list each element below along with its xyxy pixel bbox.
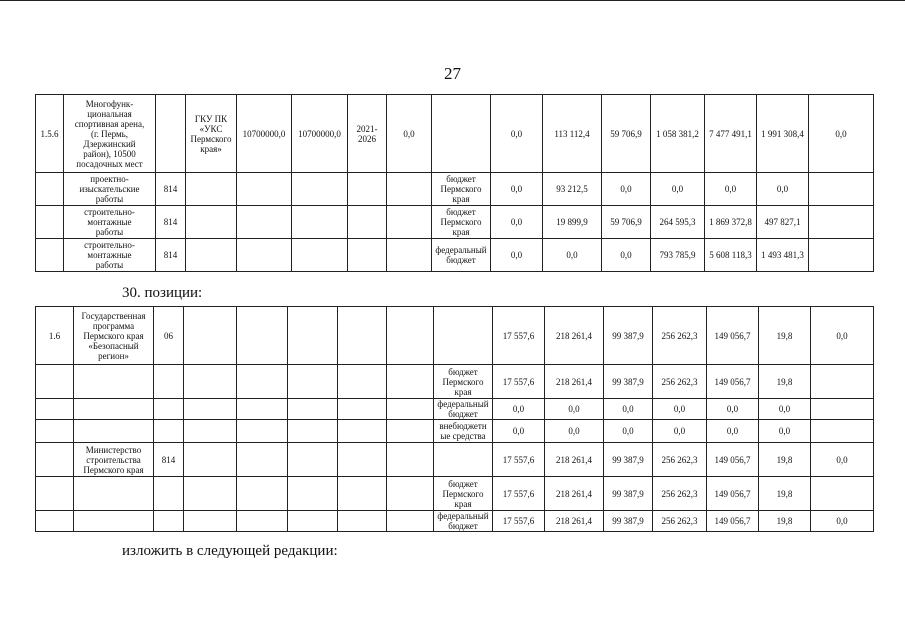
table-cell: 0,0 <box>811 307 874 365</box>
table-cell: 19,8 <box>759 443 811 477</box>
table-cell: 17 557,6 <box>493 307 545 365</box>
table-row <box>36 420 874 443</box>
table-cell: 10700000,0 <box>237 95 292 173</box>
table-cell: 0,0 <box>757 173 809 206</box>
table-cell: 0,0 <box>387 95 432 173</box>
table-cell <box>74 511 154 532</box>
table-cell: 1.6 <box>36 307 74 365</box>
table-cell: 1.5.6 <box>36 95 64 173</box>
table-cell: 113 112,4 <box>543 95 602 173</box>
table-cell: 1 058 381,2 <box>651 95 705 173</box>
table-cell <box>338 420 387 443</box>
table-cell: 814 <box>156 173 186 206</box>
table-cell <box>387 239 432 272</box>
table-cell <box>184 443 237 477</box>
table-cell: 218 261,4 <box>545 365 604 399</box>
table-cell: 99 387,9 <box>604 365 653 399</box>
table-cell: 0,0 <box>705 173 757 206</box>
table-cell: 7 477 491,1 <box>705 95 757 173</box>
table-cell: 149 056,7 <box>707 477 759 511</box>
table-row <box>36 365 874 399</box>
table-cell: 10700000,0 <box>292 95 348 173</box>
table-cell <box>237 443 288 477</box>
table-cell <box>237 420 288 443</box>
table-cell <box>237 206 292 239</box>
table-row <box>36 399 874 420</box>
table-cell <box>809 239 874 272</box>
table-cell <box>338 399 387 420</box>
table-cell <box>387 399 434 420</box>
table-cell <box>237 399 288 420</box>
table-cell: федеральный бюджет <box>434 399 493 420</box>
table-cell: 0,0 <box>491 239 543 272</box>
table-cell <box>36 206 64 239</box>
table-cell: 218 261,4 <box>545 443 604 477</box>
section-heading: 30. позиции: <box>122 285 203 301</box>
table-cell: 2021- 2026 <box>348 95 387 173</box>
table-cell <box>154 399 184 420</box>
table-cell: внебюджетн ые средства <box>434 420 493 443</box>
table-cell: 93 212,5 <box>543 173 602 206</box>
table-cell: 0,0 <box>809 95 874 173</box>
table-cell <box>154 477 184 511</box>
table-cell <box>348 239 387 272</box>
table-cell: 0,0 <box>651 173 705 206</box>
table-cell <box>36 399 74 420</box>
table-cell <box>154 420 184 443</box>
table-cell: 99 387,9 <box>604 443 653 477</box>
table-cell: 218 261,4 <box>545 511 604 532</box>
table-cell: бюджет Пермского края <box>434 365 493 399</box>
table-cell: 06 <box>154 307 184 365</box>
table-cell: 0,0 <box>653 420 707 443</box>
table-cell: 19,8 <box>759 477 811 511</box>
table-cell: 256 262,3 <box>653 365 707 399</box>
table-cell: 99 387,9 <box>604 477 653 511</box>
table-cell: проектно- изыскательские работы <box>64 173 156 206</box>
table-cell <box>387 443 434 477</box>
table-cell <box>338 477 387 511</box>
table-cell <box>288 511 338 532</box>
table-cell: 0,0 <box>653 399 707 420</box>
program-table-1-6 <box>35 306 874 532</box>
table-cell <box>184 511 237 532</box>
table-cell: 0,0 <box>491 206 543 239</box>
table-cell: федеральный бюджет <box>434 511 493 532</box>
table-cell: 59 706,9 <box>602 206 651 239</box>
table-cell: 0,0 <box>493 420 545 443</box>
table-cell <box>237 365 288 399</box>
table-cell <box>809 206 874 239</box>
table-cell <box>184 399 237 420</box>
table-cell: 149 056,7 <box>707 443 759 477</box>
table-cell: 256 262,3 <box>653 477 707 511</box>
table-cell: бюджет Пермского края <box>432 173 491 206</box>
table-cell: 0,0 <box>759 420 811 443</box>
table-row <box>36 173 874 206</box>
table-cell: бюджет Пермского края <box>432 206 491 239</box>
table-cell: Государственная программа Пермского края «Безопасный регион» <box>74 307 154 365</box>
table-cell <box>387 365 434 399</box>
table-cell: 17 557,6 <box>493 443 545 477</box>
table-cell: 218 261,4 <box>545 307 604 365</box>
table-cell: строительно- монтажные работы <box>64 239 156 272</box>
table-cell: строительно- монтажные работы <box>64 206 156 239</box>
table-row <box>36 443 874 477</box>
table-cell: 814 <box>154 443 184 477</box>
table-cell <box>387 477 434 511</box>
table-cell <box>292 239 348 272</box>
table-cell <box>154 365 184 399</box>
table-cell <box>36 443 74 477</box>
table-cell: 19,8 <box>759 365 811 399</box>
table-cell <box>36 477 74 511</box>
table-cell <box>74 399 154 420</box>
table-cell <box>338 365 387 399</box>
table-cell <box>338 307 387 365</box>
table-cell <box>434 307 493 365</box>
table-cell: 0,0 <box>604 399 653 420</box>
footer-instruction: изложить в следующей редакции: <box>122 543 338 559</box>
table-cell: 59 706,9 <box>602 95 651 173</box>
table-cell <box>387 511 434 532</box>
table-cell <box>36 511 74 532</box>
table-cell <box>288 443 338 477</box>
table-cell: 1 493 481,3 <box>757 239 809 272</box>
table-cell <box>36 239 64 272</box>
page-top-border <box>0 0 905 1</box>
table-cell: 99 387,9 <box>604 307 653 365</box>
table-cell: 256 262,3 <box>653 511 707 532</box>
table-cell <box>432 95 491 173</box>
table-cell <box>186 239 237 272</box>
table-cell <box>811 365 874 399</box>
table-cell: 0,0 <box>491 95 543 173</box>
table-cell: 19,8 <box>759 307 811 365</box>
table-row <box>36 239 874 272</box>
table-cell: 0,0 <box>545 420 604 443</box>
table-row <box>36 307 874 365</box>
table-cell: 0,0 <box>543 239 602 272</box>
table-cell <box>292 206 348 239</box>
table-cell <box>74 365 154 399</box>
table-cell <box>237 173 292 206</box>
table-cell: 0,0 <box>491 173 543 206</box>
page-number: 27 <box>444 64 461 83</box>
table-cell <box>348 173 387 206</box>
table-cell <box>811 399 874 420</box>
table-cell: Министерство строительства Пермского края <box>74 443 154 477</box>
table-cell <box>74 477 154 511</box>
table-cell: 0,0 <box>811 443 874 477</box>
table-cell: 149 056,7 <box>707 511 759 532</box>
table-cell <box>434 443 493 477</box>
table-cell: 19,8 <box>759 511 811 532</box>
program-table-1-5-6 <box>35 94 874 272</box>
table-cell: 218 261,4 <box>545 477 604 511</box>
table-cell <box>338 443 387 477</box>
table-cell: бюджет Пермского края <box>434 477 493 511</box>
table-cell <box>288 365 338 399</box>
table-cell <box>237 239 292 272</box>
table-cell <box>292 173 348 206</box>
table-cell <box>237 307 288 365</box>
table-cell: 0,0 <box>545 399 604 420</box>
table-cell <box>184 477 237 511</box>
table-cell: 814 <box>156 206 186 239</box>
table-cell <box>154 511 184 532</box>
table-cell <box>288 420 338 443</box>
table-cell <box>348 206 387 239</box>
table-cell <box>184 307 237 365</box>
table-cell: 264 595,3 <box>651 206 705 239</box>
table-cell: 0,0 <box>811 511 874 532</box>
table-cell: 256 262,3 <box>653 307 707 365</box>
table-cell <box>288 477 338 511</box>
table-cell <box>36 420 74 443</box>
table-cell: 17 557,6 <box>493 511 545 532</box>
table-cell <box>186 206 237 239</box>
table-cell <box>338 511 387 532</box>
table-cell: 0,0 <box>707 420 759 443</box>
table-cell: 256 262,3 <box>653 443 707 477</box>
table-cell <box>36 173 64 206</box>
table-cell: 149 056,7 <box>707 365 759 399</box>
table-cell <box>288 399 338 420</box>
table-row <box>36 477 874 511</box>
table-cell: 0,0 <box>602 173 651 206</box>
table-cell <box>74 420 154 443</box>
table-cell: 1 869 372,8 <box>705 206 757 239</box>
table-cell: 814 <box>156 239 186 272</box>
table-cell: 17 557,6 <box>493 365 545 399</box>
table-cell <box>237 511 288 532</box>
table-cell: 17 557,6 <box>493 477 545 511</box>
table-cell: 19 899,9 <box>543 206 602 239</box>
table-cell: 497 827,1 <box>757 206 809 239</box>
table-cell: Многофунк- циональная спортивная арена, (г. Пермь, Дзержинский район), 10500 посадочных мест <box>64 95 156 173</box>
table-cell <box>809 173 874 206</box>
table-cell <box>36 365 74 399</box>
table-cell <box>184 365 237 399</box>
table-cell: 99 387,9 <box>604 511 653 532</box>
table-cell: 149 056,7 <box>707 307 759 365</box>
table-row <box>36 206 874 239</box>
table-cell <box>288 307 338 365</box>
table-cell <box>186 173 237 206</box>
table-cell <box>184 420 237 443</box>
table-cell: 793 785,9 <box>651 239 705 272</box>
table-cell: 1 991 308,4 <box>757 95 809 173</box>
table-cell <box>811 420 874 443</box>
table-cell <box>387 420 434 443</box>
table-cell: 5 608 118,3 <box>705 239 757 272</box>
table-cell: 0,0 <box>759 399 811 420</box>
table-cell: 0,0 <box>602 239 651 272</box>
table-cell: ГКУ ПК «УКС Пермского края» <box>186 95 237 173</box>
table-cell: 0,0 <box>707 399 759 420</box>
table-row <box>36 95 874 173</box>
table-cell: федеральный бюджет <box>432 239 491 272</box>
table-cell <box>387 307 434 365</box>
table-cell: 0,0 <box>604 420 653 443</box>
table-row <box>36 511 874 532</box>
table-cell: 0,0 <box>493 399 545 420</box>
table-cell <box>237 477 288 511</box>
table-cell <box>811 477 874 511</box>
table-cell <box>156 95 186 173</box>
table-cell <box>387 173 432 206</box>
table-cell <box>387 206 432 239</box>
